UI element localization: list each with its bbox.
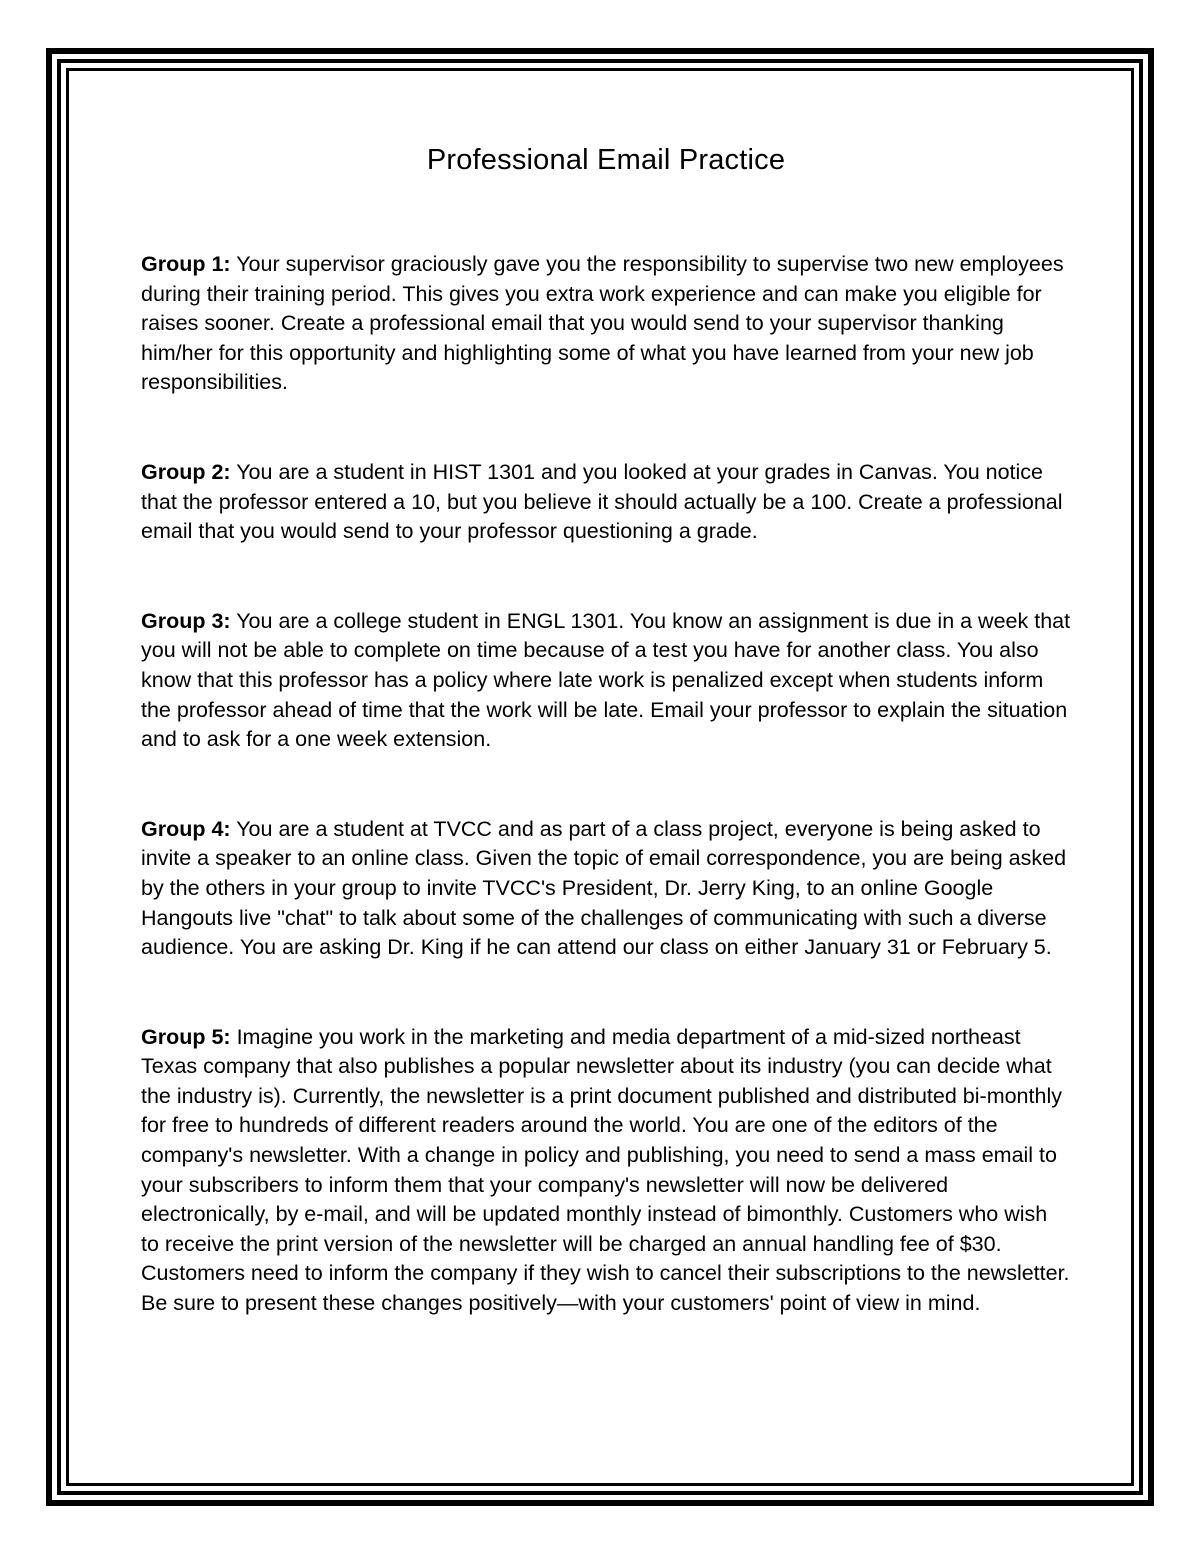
group-4-text: You are a student at TVCC and as part of a class project, everyone is being asked to invite a speaker to an online class. Given the topic of email correspondence, you are being asked by the others in your group to invite TVCC's President, Dr. Jerry King, to an online Google Hangouts live "chat" to talk about some of the challenges of communicating with such a diverse audience. You are asking Dr. King if he can attend our class on either January 31 or February 5. — [141, 816, 1067, 960]
group-2-prompt — [141, 458, 1071, 547]
group-1-prompt — [141, 250, 1071, 398]
group-5-text: Imagine you work in the marketing and media department of a mid-sized northeast Texas company that also publishes a popular newsletter about its industry (you can decide what the industry is). Currently, the newsletter is a print document published and distributed bi-monthly for free to hundreds of different readers around the world. You are one of the editors of the company's newsletter. With a change in policy and publishing, you need to send a mass email to your subscribers to inform them that your company's newsletter will now be delivered electronically, by e-mail, and will be updated monthly instead of bimonthly. Customers who wish to receive the print version of the newsletter will be charged an annual handling fee of $30. Customers need to inform the company if they wish to cancel their subscriptions to the newsletter. Be sure to present these changes positively—with your customers' point of view in mind. — [141, 1024, 1070, 1316]
group-5-label: Group 5: — [141, 1024, 231, 1049]
group-2-label: Group 2: — [141, 459, 231, 484]
group-1-text: Your supervisor graciously gave you the responsibility to supervise two new employees during their training period. This gives you extra work experience and can make you eligible for raises sooner. Create a professional email that you would send to your supervisor thanking him/her for this opportunity and highlighting some of what you have learned from your new job responsibilities. — [141, 252, 1064, 395]
group-3-text: You are a college student in ENGL 1301. You know an assignment is due in a week that you will not be able to complete on time because of a test you have for another class. You also know that this professor has a policy where late work is penalized except when students inform the professor ahead of time that the work will be late. Email your professor to explain the situation and to ask for a one week extension. — [141, 608, 1071, 752]
group-3-label: Group 3: — [141, 608, 231, 633]
document-body — [141, 140, 1071, 1379]
group-1-label: Group 1: — [141, 252, 231, 276]
page-title: Professional Email Practice — [426, 144, 786, 176]
group-4-label: Group 4: — [141, 816, 231, 841]
group-3-prompt — [141, 607, 1071, 755]
group-4-prompt — [141, 815, 1071, 963]
group-list — [141, 250, 1071, 1319]
group-2-text: You are a student in HIST 1301 and you looked at your grades in Canvas. You notice that the professor entered a 10, but you believe it should actually be a 100. Create a professional email that you would send to your professor questioning a grade. — [141, 459, 1063, 544]
group-5-prompt — [141, 1023, 1071, 1319]
